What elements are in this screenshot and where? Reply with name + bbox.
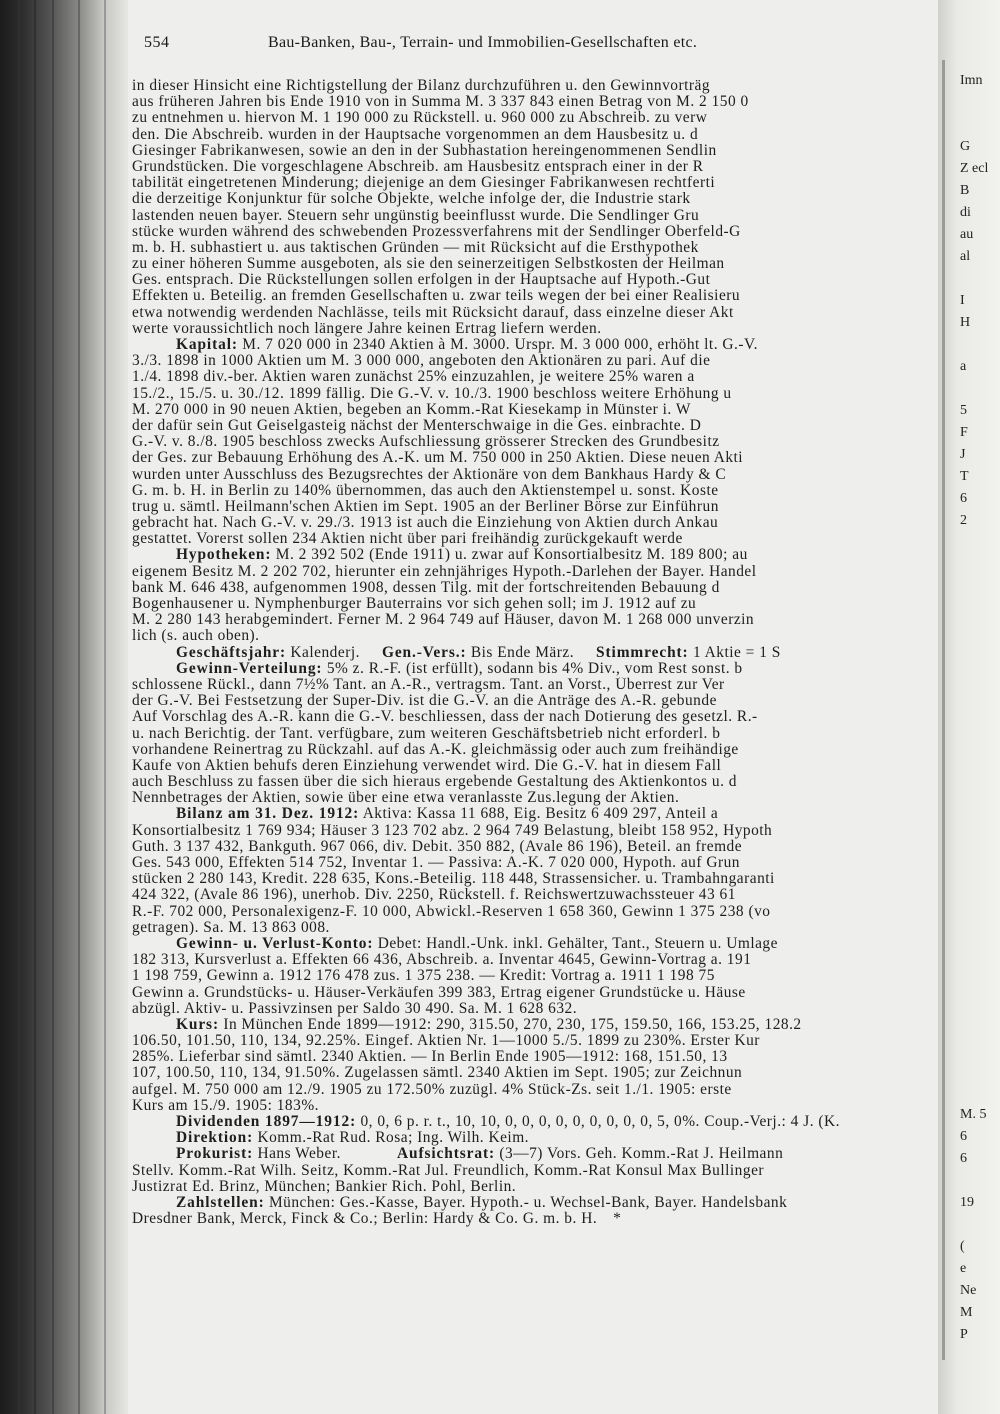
next-page-fragment: 5 — [960, 403, 967, 418]
text-line: 15./2., 15./5. u. 30./12. 1899 fällig. Die G.-V. v. 10./3. 1900 beschloss weitere Erhöhung u — [132, 385, 732, 402]
next-page-fragment — [960, 642, 1000, 664]
next-page-fragment: ( — [960, 1239, 965, 1254]
text-line: gebracht hat. Nach G.-V. v. 29./3. 1913 ist auch die Einziehung von Aktien durch Ankau — [132, 515, 719, 532]
next-page-fragment — [960, 378, 1000, 400]
text-line-content: Debet: Handl.-Unk. inkl. Gehälter, Tant., Steuern u. Umlage — [377, 935, 778, 952]
text-line: Konsortialbesitz 1 769 934; Häuser 3 123 702 abz. 2 964 749 Belastung, bleibt 158 952, Hypoth — [132, 822, 773, 839]
text-line: 182 313, Kursverlust a. Effekten 66 436, Abschreib. a. Inventar 4645, Gewinn-Vortrag a. 191 — [132, 952, 752, 969]
next-page-fragment: H — [960, 315, 971, 330]
next-page-fragment: P — [960, 1327, 968, 1342]
section-geschaeftsjahr — [132, 645, 938, 661]
text-line: Ges. 543 000, Effekten 514 752, Inventar 1. — Passiva: A.-K. 7 020 000, Hypoth. auf Grun — [132, 855, 740, 871]
text-line: aus früheren Jahren bis Ende 1910 von in Summa M. 3 337 843 einen Betrag von M. 2 150 0 — [132, 94, 749, 111]
text-line: 1 198 759, Gewinn a. 1912 176 478 zus. 1 375 238. — Kredit: Vortrag a. 1911 1 198 75 — [132, 968, 715, 985]
hypotheken-heading: Hypotheken: — [176, 547, 272, 564]
text-line — [132, 936, 938, 952]
next-page-fragment — [960, 774, 1000, 796]
next-page-fragment: 6 — [960, 1151, 967, 1166]
next-page-fragment — [960, 906, 1000, 928]
text-line: auch Beschluss zu fassen über die sich hieraus ergebende Gestaltung des Aktienkontos u. d — [132, 774, 737, 791]
stimmrecht-value: 1 Aktie = 1 S — [692, 644, 781, 661]
next-page-fragment — [960, 840, 1000, 862]
section-bilanz — [132, 806, 938, 936]
next-page-fragment: B — [960, 183, 970, 198]
next-page-fragment: Ne — [960, 1283, 977, 1298]
next-page-fragment: Z ecl — [960, 161, 989, 176]
text-line: Kurs am 15./9. 1905: 183%. — [132, 1097, 319, 1114]
next-page-fragment: Imn — [960, 73, 983, 88]
prokurist-value: Hans Weber. — [257, 1146, 341, 1163]
kurs-heading: Kurs: — [176, 1016, 219, 1033]
text-line: 3./3. 1898 in 1000 Aktien um M. 3 000 000, angeboten den Aktionären zu pari. Auf die — [132, 353, 711, 370]
page-edge-line — [18, 0, 20, 1414]
section-gewinnverteilung — [132, 661, 938, 807]
text-line: in dieser Hinsicht eine Richtigstellung der Bilanz durchzuführen u. den Gewinnvorträg — [132, 78, 711, 94]
direktion-value: Komm.-Rat Rud. Rosa; Ing. Wilh. Keim. — [257, 1130, 530, 1147]
next-page-fragment: M. 5 — [960, 1107, 987, 1122]
next-page-fragment — [960, 972, 1000, 994]
text-line: werte voraussichtlich noch längere Jahre keinen Ertrag liefern werden. — [132, 320, 602, 337]
aufsichtsrat-value: (3—7) Vors. Geh. Komm.-Rat J. Heilmann — [499, 1146, 784, 1163]
text-line: eigenem Besitz M. 2 202 702, hierunter ein zehnjähriges Hypoth.-Darlehen der Bayer. Handel — [132, 563, 757, 580]
text-line: R.-F. 702 000, Personalexigenz-F. 10 000, Abwickl.-Reserven 1 658 360, Gewinn 1 375 238 (vo — [132, 903, 771, 920]
page-edge-line — [52, 0, 54, 1414]
text-line — [132, 1146, 938, 1162]
genvers-value: Bis Ende März. — [470, 644, 575, 661]
geschaeftsjahr-heading: Geschäftsjahr: — [176, 644, 287, 661]
page-number: 554 — [144, 34, 170, 51]
text-line: Giesinger Fabrikanwesen, sowie an den in der Subhastation hereingenommenen Sendlin — [132, 142, 717, 159]
section-zahlstellen — [132, 1195, 938, 1227]
text-line: M. 2 280 143 herabgemindert. Ferner M. 2 964 749 auf Häuser, davon M. 1 268 000 unverzin — [132, 612, 755, 629]
text-line: tabilität eingetretenen Minderung; diejenige an dem Giesinger Fabrikanwesen rechtferti — [132, 175, 716, 192]
text-line: gestattet. Vorerst sollen 234 Aktien nicht über pari freihändig zurückgekauft werde — [132, 531, 683, 548]
text-line: abzügl. Aktiv- u. Passivzinsen per Saldo 30 490. Sa. M. 1 628 632. — [132, 1000, 578, 1017]
next-page-fragment — [960, 92, 1000, 114]
next-page-fragment — [960, 928, 1000, 950]
text-line: schlossene Rückl., dann 7½% Tant. an A.-R., vertragsm. Tant. an Vorst., Überrest zur Ver — [132, 676, 725, 693]
text-line: bank M. 646 438, aufgenommen 1908, dessen Tilg. mit der fortschreitenden Bebauung d — [132, 579, 720, 596]
text-line: der dafür sein Gut Geiselgasteig nächst der Menterschwaige in die Ges. einbrachte. D — [132, 417, 702, 434]
text-line: lich (s. auch oben). — [132, 628, 260, 645]
next-page-fragment — [960, 1170, 1000, 1192]
section-hypotheken — [132, 547, 938, 644]
next-page-fragment — [960, 664, 1000, 686]
page-fold — [942, 60, 945, 1360]
next-page-fragment — [960, 598, 1000, 620]
text-line — [132, 661, 938, 677]
next-page-fragment: M — [960, 1305, 973, 1320]
next-page-fragment — [960, 730, 1000, 752]
next-page-fragment — [960, 1214, 1000, 1236]
next-page-fragment: T — [960, 469, 969, 484]
text-line: 1./4. 1898 div.-ber. Aktien waren zunächst 25% einzuzahlen, je weitere 25% waren a — [132, 369, 695, 386]
text-line: etwa notwendig werdenden Nachlässe, teils mit Rücksicht darauf, dass einzelne dieser Akt — [132, 304, 734, 321]
text-line: 107, 100.50, 110, 134, 91.50%. Zugelassen sämtl. 2340 Aktien im Sept. 1905; zur Zeichnun — [132, 1065, 743, 1082]
text-line-content: Dresdner Bank, Merck, Finck & Co.; Berlin: Hardy & Co. G. m. b. H. — [132, 1211, 598, 1228]
text-line: trug u. sämtl. Heilmann'schen Aktien im Sept. 1905 an der Berliner Börse zur Einführun — [132, 498, 719, 515]
text-line: M. 270 000 in 90 neuen Aktien, begeben an Komm.-Rat Kiesekamp in Münster i. W — [132, 401, 691, 418]
next-page-fragment — [960, 268, 1000, 290]
text-line: vorhandene Reinertrag zu Rückzahl. auf das A.-K. gleichmässig oder auch zum freihändige — [132, 741, 739, 758]
next-page-fragment — [960, 114, 1000, 136]
next-page-fragment — [960, 620, 1000, 642]
text-line-content: 5% z. R.-F. (ist erfüllt), sodann bis 4% Div., vom Rest sonst. b — [326, 660, 743, 677]
text-line: Ges. entsprach. Die Rückstellungen sollen erfolgen in der Hauptsache auf Hypoth.-Gut — [132, 272, 711, 289]
text-line — [132, 1130, 938, 1146]
text-line: u. nach Berichtig. der Tant. verfügbare, zum weiteren Geschäftsbetrieb nicht erforderl. b — [132, 725, 721, 742]
section-prokurist — [132, 1146, 938, 1195]
next-page-fragment — [960, 708, 1000, 730]
text-line: 285%. Lieferbar sind sämtl. 2340 Aktien. — In Berlin Ende 1905—1912: 168, 151.50, 13 — [132, 1049, 728, 1066]
text-line: der G.-V. Bei Festsetzung der Super-Div. ist die G.-V. an die Anträge des A.-R. gebunde — [132, 693, 717, 710]
text-line-content: Aktiva: Kassa 11 688, Eig. Besitz 6 409 297, Anteil a — [362, 806, 719, 823]
text-line — [132, 1017, 938, 1033]
text-line: die derzeitige Konjunktur für solche Objekte, welche infolge der, die Industrie stark — [132, 191, 691, 208]
bilanz-heading: Bilanz am 31. Dez. 1912: — [176, 806, 360, 823]
page-header — [140, 34, 920, 58]
text-line: Auf Vorschlag des A.-R. kann die G.-V. beschliessen, dass der nach Dotierung des gesetzl. R.- — [132, 709, 758, 726]
text-line: Guth. 3 137 432, Bankguth. 967 066, div. Debit. 350 882, (Avale 86 196), Beteil. an fremde — [132, 838, 743, 855]
page-edge-line — [34, 0, 36, 1414]
next-page-fragment: J — [960, 447, 966, 462]
text-line: wurden unter Ausschluss des Bezugsrechtes der Aktionäre von dem Bankhaus Hardy & C — [132, 466, 727, 483]
next-page-fragment — [960, 576, 1000, 598]
next-page-fragment: a — [960, 359, 967, 374]
next-page-fragment: al — [960, 249, 971, 264]
text-line-content: In München Ende 1899—1912: 290, 315.50, 270, 230, 175, 159.50, 166, 153.25, 128.2 — [223, 1016, 802, 1033]
next-page-fragment — [960, 1038, 1000, 1060]
text-line: m. b. H. subhastiert u. aus taktischen Gründen — mit Rücksicht auf die Ersthypothek — [132, 239, 699, 256]
next-page-fragment — [960, 1016, 1000, 1038]
kapital-heading: Kapital: — [176, 337, 238, 353]
text-line: zu entnehmen u. hiervon M. 1 190 000 zu Rückstell. u. 960 000 zu Abschreib. zu verw — [132, 110, 708, 127]
text-line: Stellv. Komm.-Rat Wilh. Seitz, Komm.-Rat Jul. Freundlich, Komm.-Rat Konsul Max Bullinger — [132, 1162, 765, 1179]
page-edge-line — [104, 0, 106, 1414]
text-line: getragen). Sa. M. 13 863 008. — [132, 919, 330, 936]
next-page-fragment — [960, 532, 1000, 554]
dividenden-value: 0, 0, 6 p. r. t., 10, 10, 0, 0, 0, 0, 0, 0, 0, 0, 0, 5, 0%. Coup.-Verj.: 4 J. (K. — [360, 1114, 840, 1130]
prokurist-heading: Prokurist: — [176, 1146, 254, 1163]
next-page-fragment — [960, 950, 1000, 972]
next-page-fragment — [960, 752, 1000, 774]
geschaeftsjahr-value: Kalenderj. — [290, 644, 360, 661]
text-line: stücken 2 280 143, Kredit. 228 635, Kons.-Beteilig. 118 448, Strassensicher. u. Trambahngaranti — [132, 871, 775, 888]
next-page-fragment: I — [960, 293, 965, 308]
text-line: den. Die Abschreib. wurden in der Hauptsache vorgenommen an dem Hausbesitz u. d — [132, 126, 699, 143]
next-page-fragment: G — [960, 139, 971, 154]
section-gewinnkonto — [132, 936, 938, 1017]
dividenden-heading: Dividenden 1897—1912: — [176, 1114, 357, 1130]
text-line — [132, 1195, 938, 1211]
aufsichtsrat-heading: Aufsichtsrat: — [396, 1146, 496, 1163]
text-line: Effekten u. Beteilig. an fremden Gesellschaften u. zwar teils wegen der bei einer Realisieru — [132, 288, 741, 305]
next-page-fragment — [960, 994, 1000, 1016]
next-page-fragment — [960, 1082, 1000, 1104]
next-page-fragment: 2 — [960, 513, 967, 528]
stimmrecht-heading: Stimmrecht: — [596, 644, 689, 661]
next-page-fragment — [960, 796, 1000, 818]
page-edge-line — [78, 0, 80, 1414]
text-line: lastenden neuen bayer. Steuern sehr ungünstig beeinflusst wurde. Die Sendlinger Gru — [132, 207, 700, 224]
next-page-fragment: 6 — [960, 491, 967, 506]
text-line: Gewinn a. Grundstücks- u. Häuser-Verkäufen 399 383, Ertrag eigener Grundstücke u. Häuse — [132, 984, 746, 1001]
text-line: Nennbetrages der Aktien, sowie über eine etwa veranlasste Zus.legung der Aktien. — [132, 790, 680, 807]
text-line: stücke wurden während des schwebenden Prozessverfahrens mit der Sendlinger Oberfeld-G — [132, 223, 741, 240]
next-page-fragment — [960, 884, 1000, 906]
text-line — [132, 1211, 938, 1227]
end-mark: * — [613, 1211, 622, 1228]
text-line: Bogenhausener u. Nymphenburger Bauterrains vor sich gehen soll; im J. 1912 auf zu — [132, 596, 697, 612]
section-direktion — [132, 1130, 938, 1146]
zahlstellen-value: München: Ges.-Kasse, Bayer. Hypoth.- u. Wechsel-Bank, Bayer. Handelsbank — [268, 1194, 788, 1211]
text-line: Kaufe von Aktien behufs deren Einziehung verwendet wird. Die G.-V. hat in diesem Fall — [132, 757, 722, 774]
next-page-fragment — [960, 554, 1000, 576]
next-page-fragment — [960, 686, 1000, 708]
text-line — [132, 547, 938, 563]
next-page-fragment — [960, 862, 1000, 884]
next-page-fragment: 19 — [960, 1195, 974, 1210]
section-dividenden — [132, 1114, 938, 1130]
text-line: zu einer höheren Summe ausgeboten, als sie den seinerzeitigen Selbstkosten der Heilman — [132, 256, 725, 273]
section-kapital — [132, 337, 938, 547]
zahlstellen-heading: Zahlstellen: — [176, 1194, 265, 1211]
text-line — [132, 337, 938, 353]
text-line: der Ges. zur Bebauung Erhöhung des A.-K. um M. 750 000 in 250 Aktien. Diese neuen Akti — [132, 450, 744, 467]
running-head: Bau-Banken, Bau-, Terrain- und Immobilien-Gesellschaften etc. — [268, 34, 698, 51]
section-kurs — [132, 1017, 938, 1114]
text-line-content: M. 2 392 502 (Ende 1911) u. zwar auf Konsortialbesitz M. 189 800; au — [275, 547, 748, 564]
next-page-fragment: F — [960, 425, 968, 440]
next-page-fragment: 6 — [960, 1129, 967, 1144]
text-line: 424 322, (Avale 86 196), unerhob. Div. 2250, Rückstell. f. Reichswertzuwachssteuer 43 61 — [132, 887, 736, 904]
gewinnverteilung-heading: Gewinn-Verteilung: — [176, 660, 323, 677]
body-text — [132, 78, 938, 1227]
text-line — [132, 806, 938, 822]
text-line-content: M. 7 020 000 in 2340 Aktien à M. 3000. Urspr. M. 3 000 000, erhöht lt. G.-V. — [242, 337, 758, 353]
genvers-heading: Gen.-Vers.: — [381, 644, 467, 661]
next-page-fragment: au — [960, 227, 974, 242]
next-page-fragment — [960, 818, 1000, 840]
next-page-fragment — [960, 1060, 1000, 1082]
text-line: G. m. b. H. in Berlin zu 140% übernommen, das auch den Aktienstempel u. sonst. Koste — [132, 482, 719, 499]
text-line: Grundstücken. Die vorgeschlagene Abschreib. am Hausbesitz entsprach einer in der R — [132, 158, 704, 175]
text-line: Justizrat Ed. Brinz, München; Bankier Rich. Pohl, Berlin. — [132, 1178, 517, 1195]
book-gutter — [0, 0, 128, 1414]
next-page-fragment — [960, 334, 1000, 356]
next-page-fragment: di — [960, 205, 971, 220]
direktion-heading: Direktion: — [176, 1130, 254, 1147]
next-page-fragments — [960, 70, 1000, 1346]
text-line — [132, 645, 938, 661]
gewinnkonto-heading: Gewinn- u. Verlust-Konto: — [176, 935, 374, 952]
text-line: aufgel. M. 750 000 am 12./9. 1905 zu 172.50% zuzügl. 4% Stück-Zs. seit 1./1. 1905: erste — [132, 1081, 732, 1098]
text-line: G.-V. v. 8./8. 1905 beschloss zwecks Aufschliessung grösserer Strecken des Grundbesitz — [132, 434, 720, 451]
next-page-fragment: e — [960, 1261, 967, 1276]
paragraph-intro — [132, 78, 938, 337]
text-line: 106.50, 101.50, 110, 134, 92.25%. Eingef. Aktien Nr. 1—1000 5./5. 1899 zu 230%. Erster Kur — [132, 1033, 760, 1050]
text-line — [132, 1114, 938, 1130]
